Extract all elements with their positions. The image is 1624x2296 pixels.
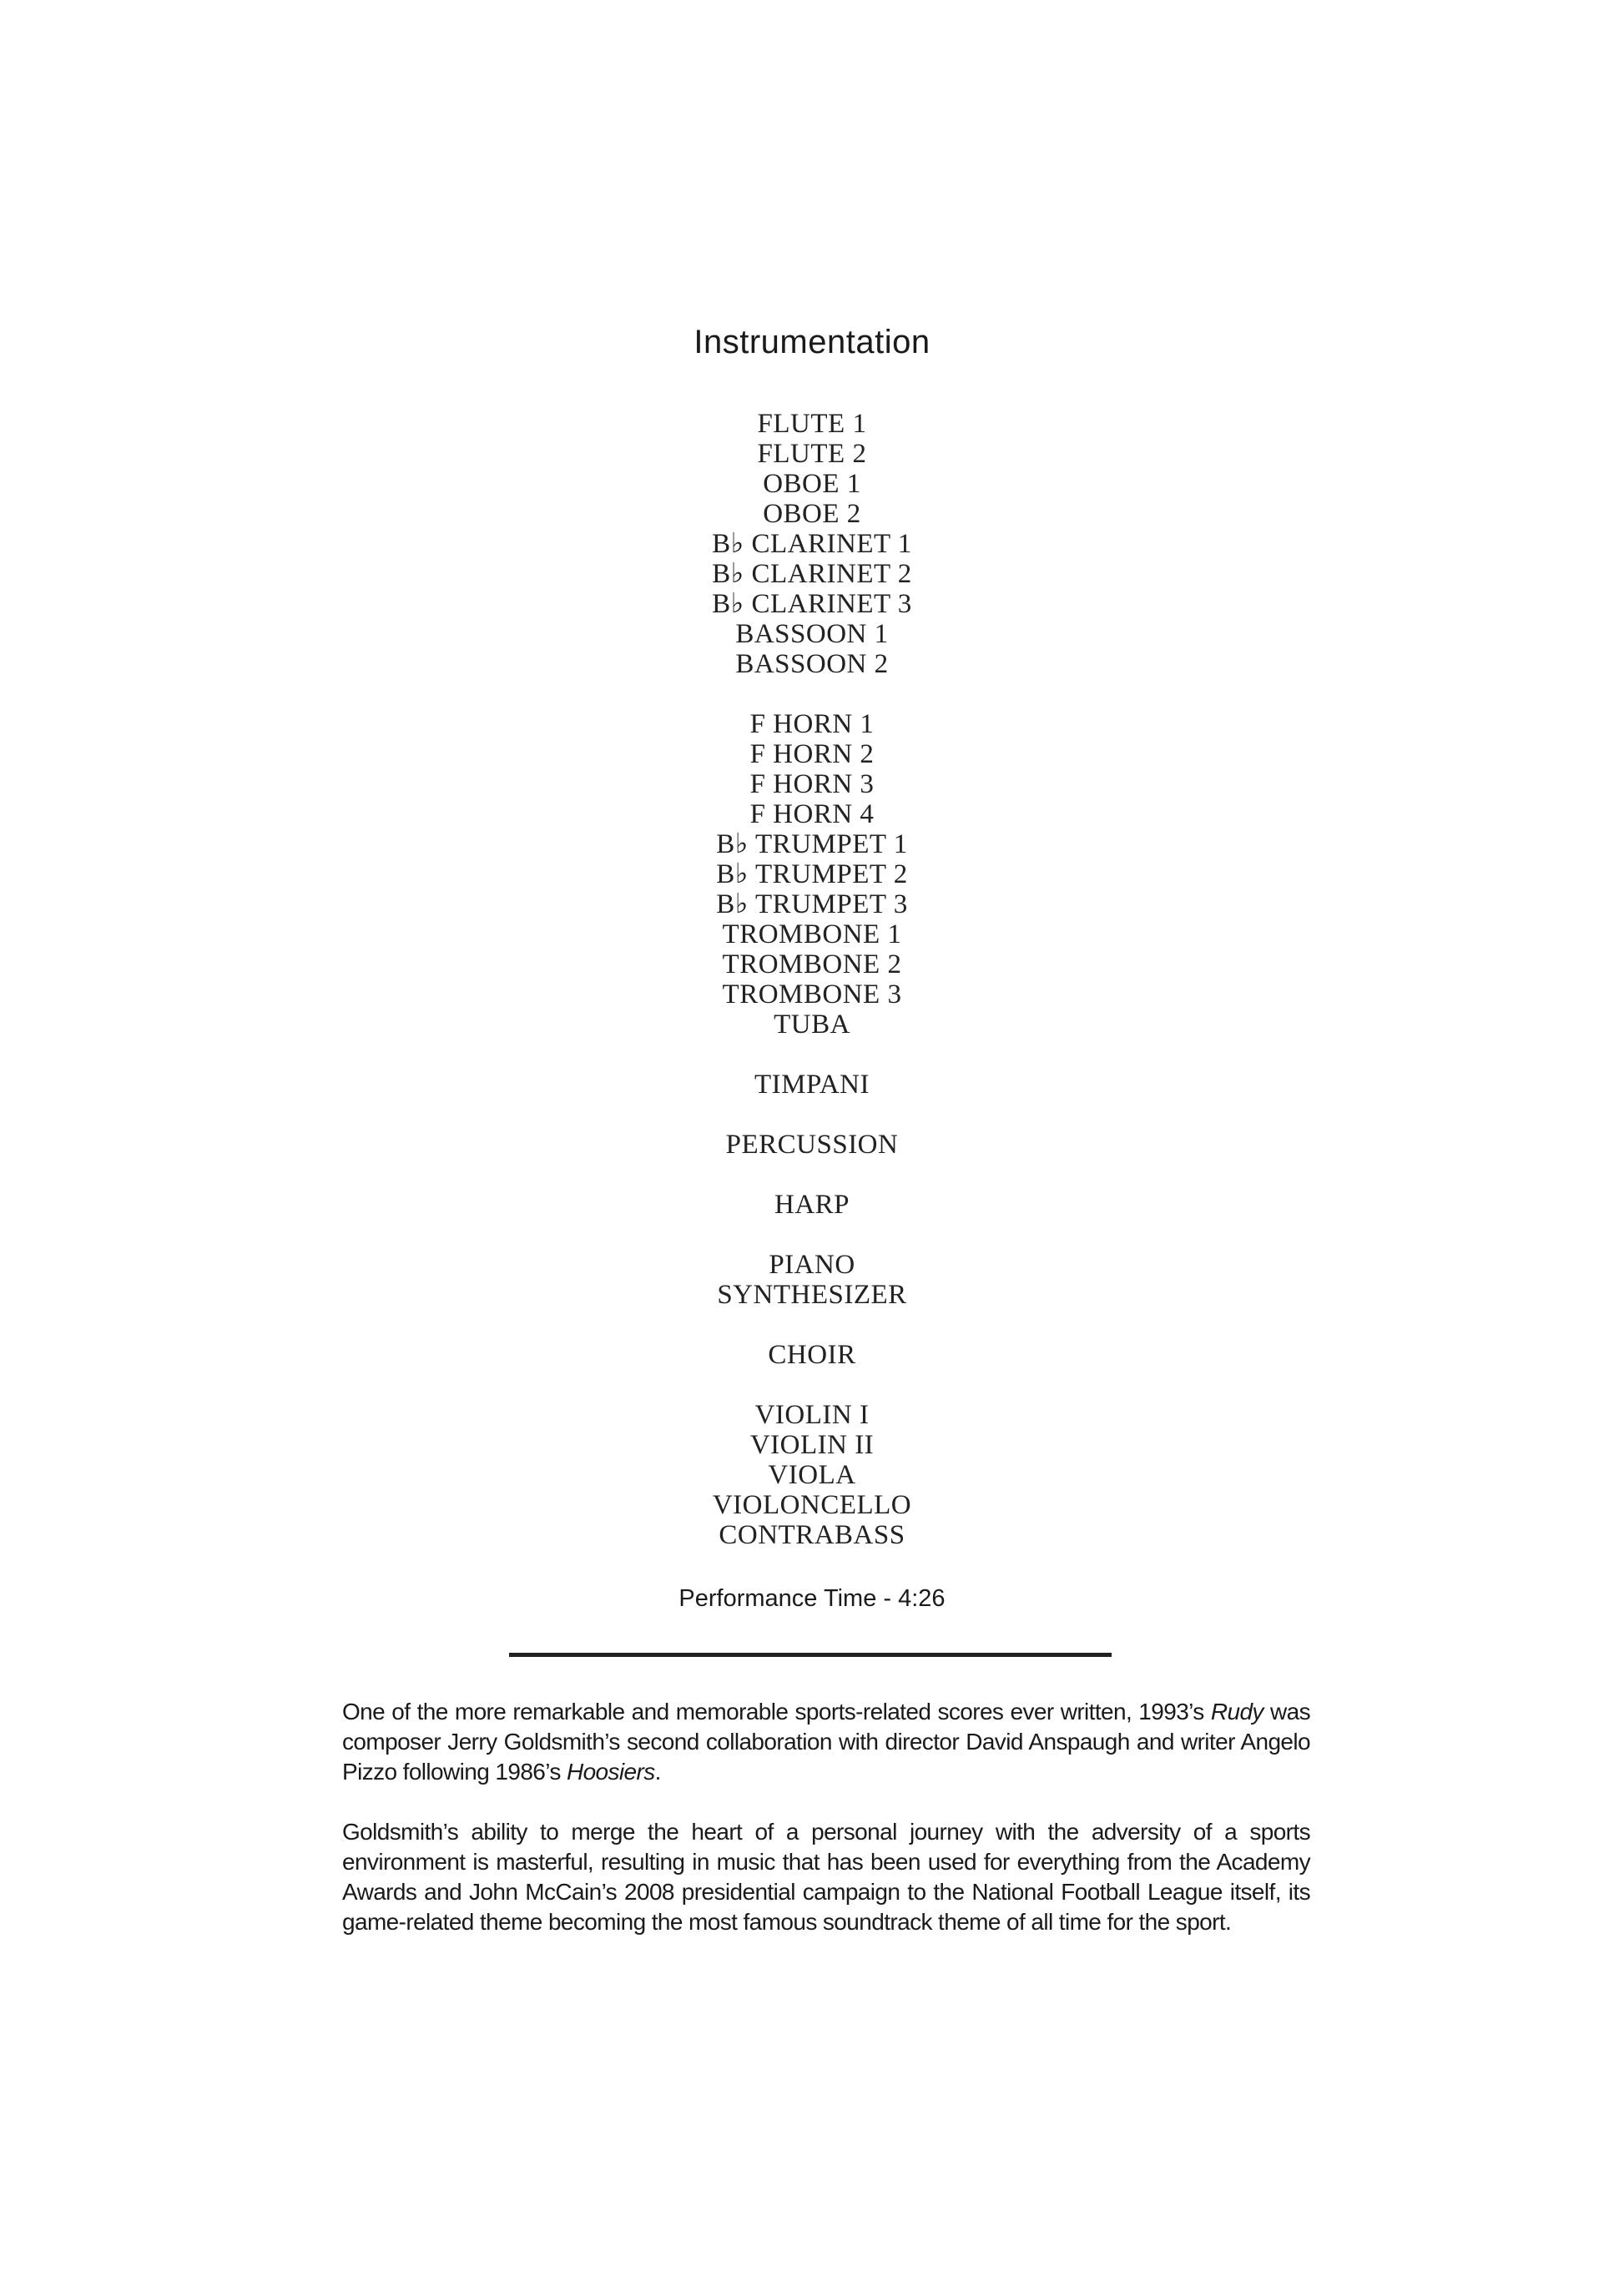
- p1-text-e: .: [654, 1759, 661, 1785]
- instrument-item: B♭ CLARINET 3: [712, 589, 912, 619]
- film-title-rudy: Rudy: [1210, 1699, 1263, 1725]
- film-title-hoosiers: Hoosiers: [566, 1759, 655, 1785]
- instrument-item: TROMBONE 2: [722, 949, 902, 979]
- description-paragraph-2: Goldsmith’s ability to merge the heart of a personal journey with the adversity of a sports environment is masterful, resulting in music that has been used for everything from the Academy Awards and John McCain’s 2008 presidential campaign to the National Football League itself, its game-related theme becoming the most famous soundtrack theme of all time for the sport.: [342, 1819, 1310, 1935]
- instrument-item: VIOLONCELLO: [712, 1490, 912, 1520]
- instrument-item: PIANO: [769, 1250, 855, 1280]
- instrument-group: [0, 409, 1624, 679]
- divider-rule: [509, 1653, 1112, 1657]
- instrument-group: [0, 1130, 1624, 1160]
- instrument-group: [0, 1190, 1624, 1220]
- instrument-item: OBOE 1: [763, 469, 861, 499]
- instrument-item: SYNTHESIZER: [717, 1280, 907, 1310]
- instrument-item: B♭ TRUMPET 3: [716, 889, 908, 919]
- instrument-item: CHOIR: [768, 1340, 856, 1370]
- performance-time: Performance Time - 4:26: [678, 1585, 946, 1612]
- instrument-item: VIOLIN II: [749, 1430, 875, 1460]
- instrument-item: F HORN 1: [749, 709, 875, 739]
- instrument-item: OBOE 2: [763, 499, 861, 529]
- instrument-group: [0, 1070, 1624, 1100]
- instrument-group: [0, 709, 1624, 1040]
- instrument-item: TROMBONE 3: [722, 979, 902, 1010]
- instrument-item: BASSOON 2: [735, 649, 889, 679]
- page-title: Instrumentation: [693, 324, 931, 360]
- instrument-item: BASSOON 1: [735, 619, 889, 649]
- instrument-list: [0, 409, 1624, 1580]
- instrument-group: [0, 1400, 1624, 1550]
- instrument-item: VIOLA: [768, 1460, 856, 1490]
- instrument-item: HARP: [774, 1190, 850, 1220]
- instrument-item: F HORN 2: [749, 739, 875, 769]
- instrument-item: PERCUSSION: [725, 1130, 899, 1160]
- description-paragraph-1: [342, 1697, 1310, 1787]
- instrument-item: F HORN 4: [749, 799, 875, 829]
- instrument-item: TUBA: [774, 1010, 850, 1040]
- instrument-item: TROMBONE 1: [722, 919, 902, 949]
- instrument-item: FLUTE 1: [757, 409, 867, 439]
- instrument-item: F HORN 3: [749, 769, 875, 799]
- instrument-item: B♭ CLARINET 2: [712, 559, 912, 589]
- instrument-group: [0, 1340, 1624, 1370]
- instrument-item: TIMPANI: [754, 1070, 870, 1100]
- instrument-item: CONTRABASS: [719, 1520, 905, 1550]
- instrument-group: [0, 1250, 1624, 1310]
- instrument-item: VIOLIN I: [754, 1400, 870, 1430]
- instrument-item: FLUTE 2: [757, 439, 867, 469]
- instrument-item: B♭ TRUMPET 2: [716, 859, 908, 889]
- p1-text-c: was composer Jerry Goldsmith’s second collaboration with director David Anspaugh and writer Angelo Pizzo following 1986’s: [342, 1699, 1310, 1785]
- instrument-item: B♭ CLARINET 1: [712, 529, 912, 559]
- p1-text-a: One of the more remarkable and memorable sports-related scores ever written, 1993’s: [342, 1699, 1211, 1725]
- instrument-item: B♭ TRUMPET 1: [716, 829, 908, 859]
